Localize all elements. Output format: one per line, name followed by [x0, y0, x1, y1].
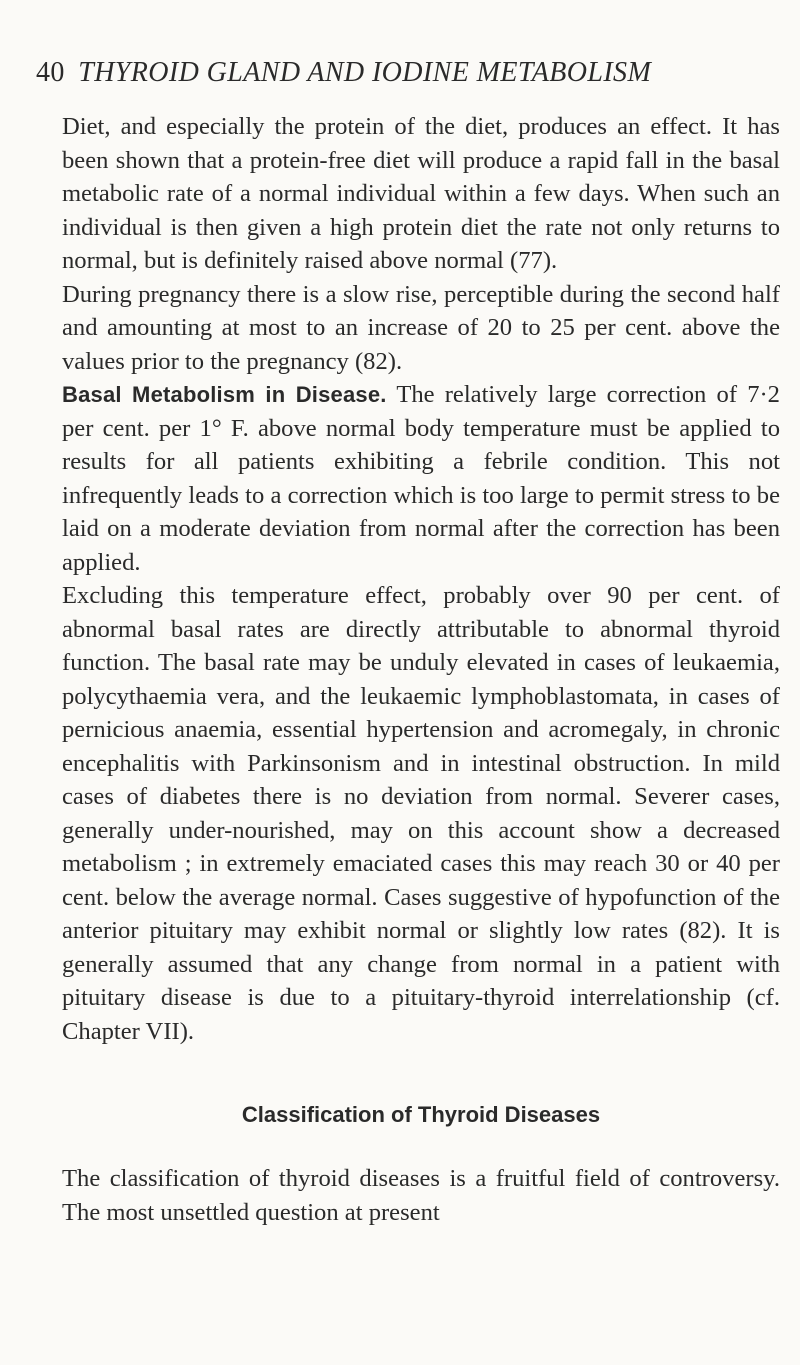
running-head-title: THYROID GLAND AND IODINE METABOLISM	[78, 57, 652, 88]
paragraph-classification: The classification of thyroid diseases is a fruitful field of controversy. The most unsettled question at present	[62, 1165, 780, 1226]
paragraph-disease-text: The relatively large correction of 7·2 per cent. per 1° F. above normal body temperature must be applied to results for all patients exhibiting a febrile condition. This not infrequently leads to a correction which is too large to permit stress to be laid on a moderate deviation from normal after the correction has been applied.	[62, 381, 780, 576]
paragraph-pregnancy-text: During pregnancy there is a slow rise, perceptible during the second half and amounting at most to an increase of 20 to 25 per cent. above the values prior to the pregnancy (82).	[62, 280, 780, 375]
paragraph-diet: Diet, and especially the protein of the diet, produces an effect. It has been shown that a protein-free diet will produce a rapid fall in the basal metabolic rate of a normal individual within a few days. When such an individual is then given a high protein diet the rate not only returns to normal, but is definitely raised above normal (77).	[62, 113, 780, 274]
section-heading: Classification of Thyroid Diseases	[241, 1102, 601, 1127]
paragraph-disease	[62, 378, 780, 579]
paragraph-temperature-effect: Excluding this temperature effect, probably over 90 per cent. of abnormal basal rates are directly attributable to abnormal thyroid function. The basal rate may be unduly elevated in cases of leukaemia, polycythaemia vera, and the leukaemic lymphoblastomata, in cases of pernicious anaemia, essential hypertension and acromegaly, in chronic encephalitis with Parkinsonism and in intestinal obstruction. In mild cases of diabetes there is no deviation from normal. Severer cases, generally under-nourished, may on this account show a decreased metabolism ; in extremely emaciated cases this may reach 30 or 40 per cent. below the average normal. Cases suggestive of hypofunction of the anterior pituitary may exhibit normal or slightly low rates (82). It is generally assumed that any change from normal in a patient with pituitary disease is due to a pituitary-thyroid interrelationship (cf. Chapter VII).	[62, 582, 780, 1045]
body-text	[62, 110, 780, 1048]
running-head	[36, 55, 776, 91]
paragraph-pregnancy	[62, 278, 780, 379]
inline-heading-basal-metabolism: Basal Metabolism in Disease.	[62, 382, 387, 407]
page-number: 40	[36, 57, 65, 88]
section-body	[62, 1162, 780, 1229]
